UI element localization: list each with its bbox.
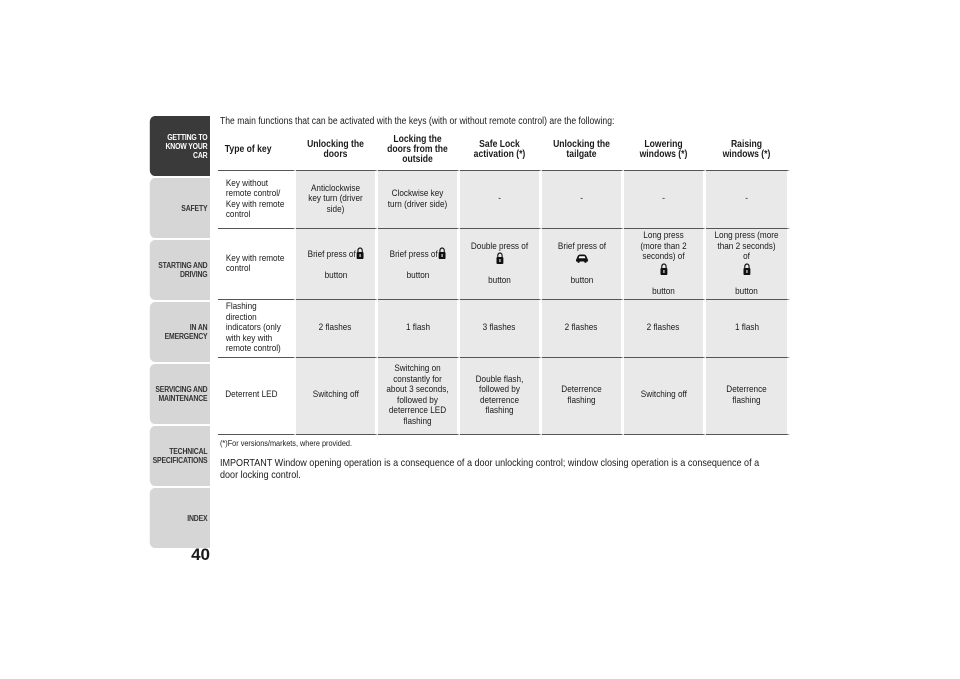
table-cell: Deterrence flashing — [706, 357, 790, 435]
header-lowering-windows: Lowering windows (*) — [624, 130, 706, 170]
table-cell: 1 flash — [378, 299, 460, 357]
important-note: IMPORTANT Window opening operation is a consequence of a door unlocking control; window closing operation is a consequence of a door locking control. — [220, 457, 760, 481]
table-cell: Long press (more than 2 seconds) of button — [706, 228, 790, 299]
padlock-closed-icon — [742, 263, 751, 275]
table-row — [218, 170, 790, 228]
table-cell: Switching off — [624, 357, 706, 435]
table-cell: Switching on constantly for about 3 seconds, followed by deterrence LED flashing — [378, 357, 460, 435]
tab-safety[interactable]: SAFETY — [150, 178, 210, 238]
tab-technical-specifications[interactable]: TECHNICAL SPECIFICATIONS — [150, 426, 210, 486]
table-cell: Double press of button — [460, 228, 542, 299]
table-cell: 2 flashes — [542, 299, 624, 357]
header-safe-lock: Safe Lock activation (*) — [460, 130, 542, 170]
table-header-row — [218, 130, 790, 170]
tab-index[interactable]: INDEX — [150, 488, 210, 548]
row-label-key-without-remote: Key without remote control/ Key with remote control — [218, 170, 296, 228]
table-cell: Anticlockwise key turn (driver side) — [296, 170, 378, 228]
table-cell: - — [460, 170, 542, 228]
table-row — [218, 228, 790, 299]
header-unlocking-doors: Unlocking the doors — [296, 130, 378, 170]
row-label-key-with-remote: Key with remote control — [218, 228, 296, 299]
page-number: 40 — [191, 545, 210, 564]
padlock-closed-icon — [495, 252, 504, 264]
table-cell: 2 flashes — [296, 299, 378, 357]
padlock-closed-icon — [355, 247, 364, 259]
table-cell: Brief press of button — [296, 228, 378, 299]
header-type-of-key: Type of key — [218, 130, 296, 170]
table-cell: Brief press of button — [378, 228, 460, 299]
table-cell: Brief press of button — [542, 228, 624, 299]
table-row — [218, 357, 790, 435]
tab-servicing-and-maintenance[interactable]: SERVICING AND MAINTENANCE — [150, 364, 210, 424]
intro-text: The main functions that can be activated with the keys (with or without remote control) are the following: — [220, 116, 615, 127]
table-cell: - — [542, 170, 624, 228]
table-cell: 2 flashes — [624, 299, 706, 357]
tab-in-an-emergency[interactable]: IN AN EMERGENCY — [150, 302, 210, 362]
footnote: (*)For versions/markets, where provided. — [220, 438, 353, 448]
table-cell: Long press (more than 2 seconds) of button — [624, 228, 706, 299]
table-row — [218, 299, 790, 357]
car-tailgate-icon — [575, 253, 589, 263]
padlock-open-icon — [659, 263, 668, 275]
tab-starting-and-driving[interactable]: STARTING AND DRIVING — [150, 240, 210, 300]
table-cell: - — [624, 170, 706, 228]
table-cell: Clockwise key turn (driver side) — [378, 170, 460, 228]
row-label-deterrent-led: Deterrent LED — [218, 357, 296, 435]
tab-getting-to-know-your-car[interactable]: GETTING TO KNOW YOUR CAR — [150, 116, 210, 176]
table-cell: - — [706, 170, 790, 228]
key-functions-table — [218, 130, 790, 435]
header-unlocking-tailgate: Unlocking the tailgate — [542, 130, 624, 170]
table-cell: 3 flashes — [460, 299, 542, 357]
table-cell: Switching off — [296, 357, 378, 435]
header-locking-outside: Locking the doors from the outside — [378, 130, 460, 170]
table-cell: Double flash, followed by deterrence flashing — [460, 357, 542, 435]
row-label-flashing-indicators: Flashing direction indicators (only with key with remote control) — [218, 299, 296, 357]
table-cell: Deterrence flashing — [542, 357, 624, 435]
header-raising-windows: Raising windows (*) — [706, 130, 790, 170]
padlock-closed-icon — [437, 247, 446, 259]
table-cell: 1 flash — [706, 299, 790, 357]
